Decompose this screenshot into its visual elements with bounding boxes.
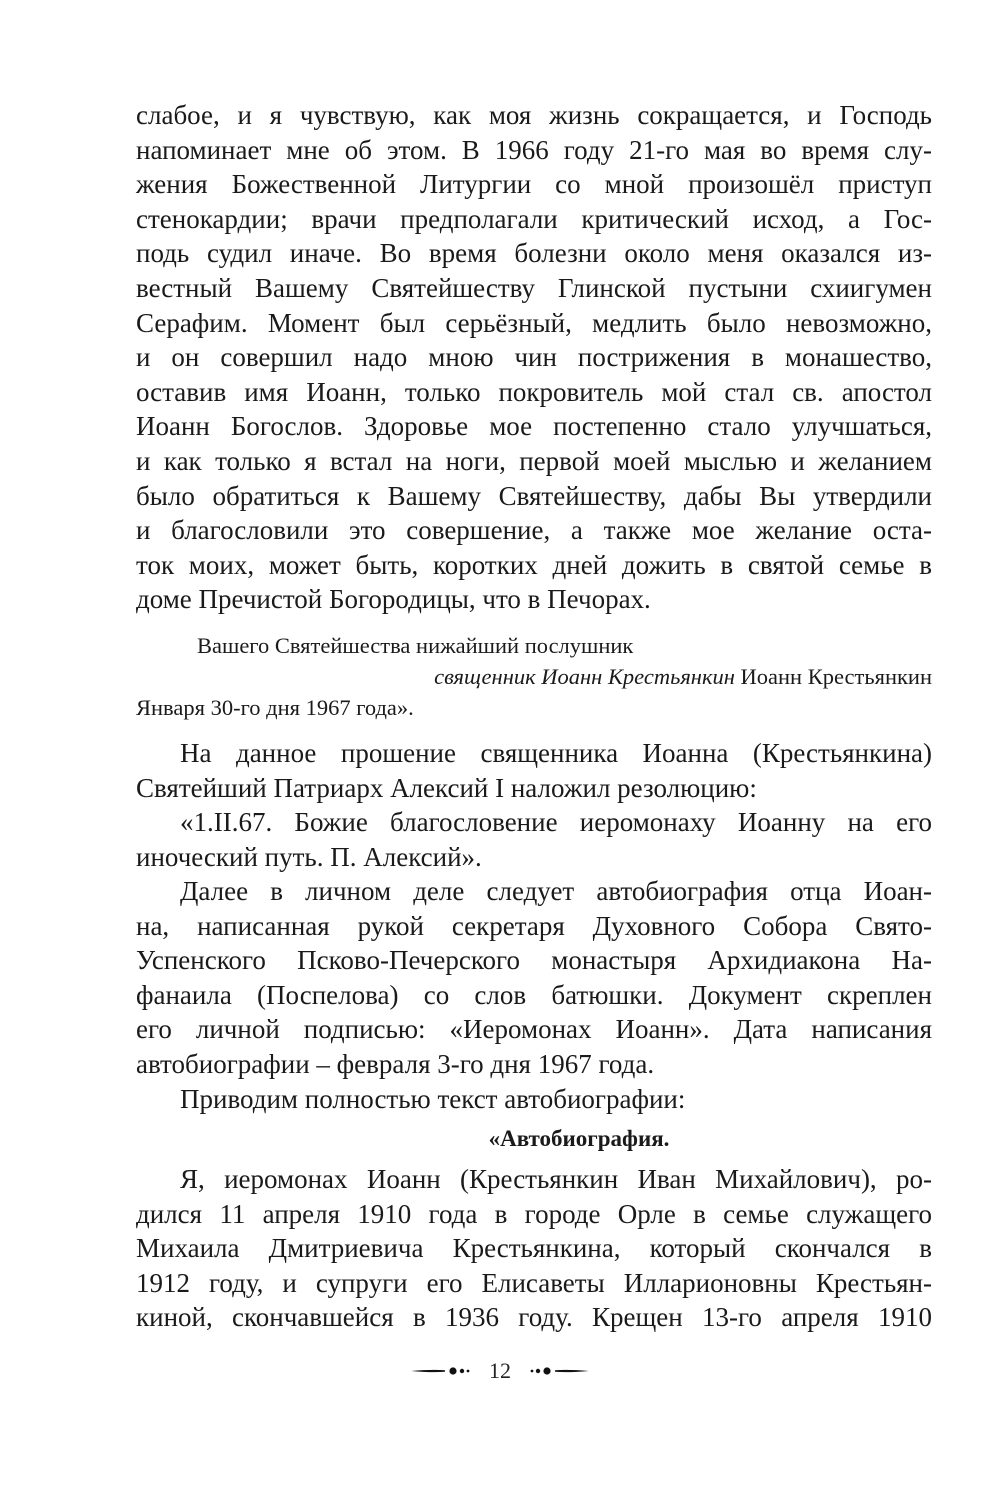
- text-line: вестный Вашему Святейшеству Глинской пустыни схиигумен: [136, 272, 932, 303]
- text-line: Михаила Дмитриевича Крестьянкина, который скончался в: [136, 1233, 932, 1264]
- text-line: Святейший Патриарх Алексий I наложил резолюцию:: [136, 772, 757, 803]
- resolution-quote-paragraph: [136, 805, 932, 874]
- text-line: на, написанная рукой секретаря Духовного Собора Свято-: [136, 910, 932, 941]
- signature-name-line: [136, 661, 932, 692]
- text-line: оставив имя Иоанн, только покровитель мой стал св. апостол: [136, 376, 932, 407]
- text-line: Приводим полностью текст автобиографии:: [180, 1084, 686, 1114]
- text-line: и как только я встал на ноги, первой моей мыслью и желанием: [136, 445, 932, 476]
- page-number: 12: [489, 1358, 511, 1383]
- text-line: и он совершил надо мною чин пострижения в монашество,: [136, 342, 932, 373]
- text-line: Иоанн Богослов. Здоровье мое постепенно стало улучшаться,: [136, 411, 932, 442]
- text-line: автобиографии – февраля 3-го дня 1967 года.: [136, 1048, 655, 1079]
- resolution-intro-paragraph: [136, 736, 932, 805]
- autobiography-paragraph: [136, 1162, 932, 1335]
- text-line: ток моих, может быть, коротких дней дожить в святой семье в: [136, 549, 932, 580]
- autobiography-intro-paragraph: [136, 1082, 932, 1117]
- text-line: напоминает мне об этом. В 1966 году 21-го мая во время слу-: [136, 134, 932, 165]
- text-line: было обратиться к Вашему Святейшеству, дабы Вы утвердили: [136, 480, 932, 511]
- text-line: На данное прошение священника Иоанна (Крестьянкина): [180, 738, 932, 768]
- signature-date: Января 30-го дня 1967 года».: [136, 695, 414, 720]
- text-line: его личной подписью: «Иеромонах Иоанн». Дата написания: [136, 1014, 932, 1045]
- text-line: фанаила (Поспелова) со слов батюшки. Документ скреплен: [136, 979, 932, 1010]
- text-line: Далее в личном деле следует автобиография отца Иоан-: [180, 876, 932, 906]
- text-line: Я, иеромонах Иоанн (Крестьянкин Иван Михайлович), ро-: [180, 1164, 932, 1194]
- text-line: жения Божественной Литургии со мной произошёл приступ: [136, 169, 932, 200]
- signature-name-plain: Иоанн Крестьянкин: [734, 664, 932, 689]
- signature-salutation: Вашего Святейшества нижайший послушник: [197, 633, 634, 658]
- text-line: и благословили это совершение, а также мое желание оста-: [136, 515, 932, 546]
- text-line: стенокардии; врачи предполагали критический исход, а Гос-: [136, 203, 932, 234]
- text-line: «1.II.67. Божие благословение иеромонаху Иоанну на его: [180, 807, 932, 837]
- left-ornament-icon: [411, 1366, 471, 1376]
- page-footer: [0, 1358, 1000, 1388]
- text-line: доме Пречистой Богородицы, что в Печорах.: [136, 584, 651, 615]
- letter-paragraph: [136, 98, 932, 617]
- text-line: подь судил иначе. Во время болезни около меня оказался из-: [136, 238, 932, 269]
- text-line: Успенского Псково-Печерского монастыря Архидиакона На-: [136, 945, 932, 976]
- letter-signature: [136, 630, 932, 723]
- text-line: дился 11 апреля 1910 года в городе Орле в семье служащего: [136, 1198, 932, 1229]
- right-ornament-icon: [529, 1366, 589, 1376]
- autobiography-heading: «Автобиография.: [488, 1126, 670, 1151]
- text-line: Серафим. Момент был серьёзный, медлить было невозможно,: [136, 307, 932, 338]
- signature-name-italic: священник Иоанн Крестьянкин: [434, 664, 735, 689]
- text-line: иноческий путь. П. Алексий».: [136, 841, 482, 872]
- personal-file-paragraph: [136, 874, 932, 1082]
- text-line: киной, скончавшейся в 1936 году. Крещен 13-го апреля 1910: [136, 1302, 932, 1333]
- text-line: 1912 году, и супруги его Елисаветы Илларионовны Крестьян-: [136, 1267, 932, 1298]
- text-line: слабое, и я чувствую, как моя жизнь сокращается, и Господь: [136, 100, 932, 130]
